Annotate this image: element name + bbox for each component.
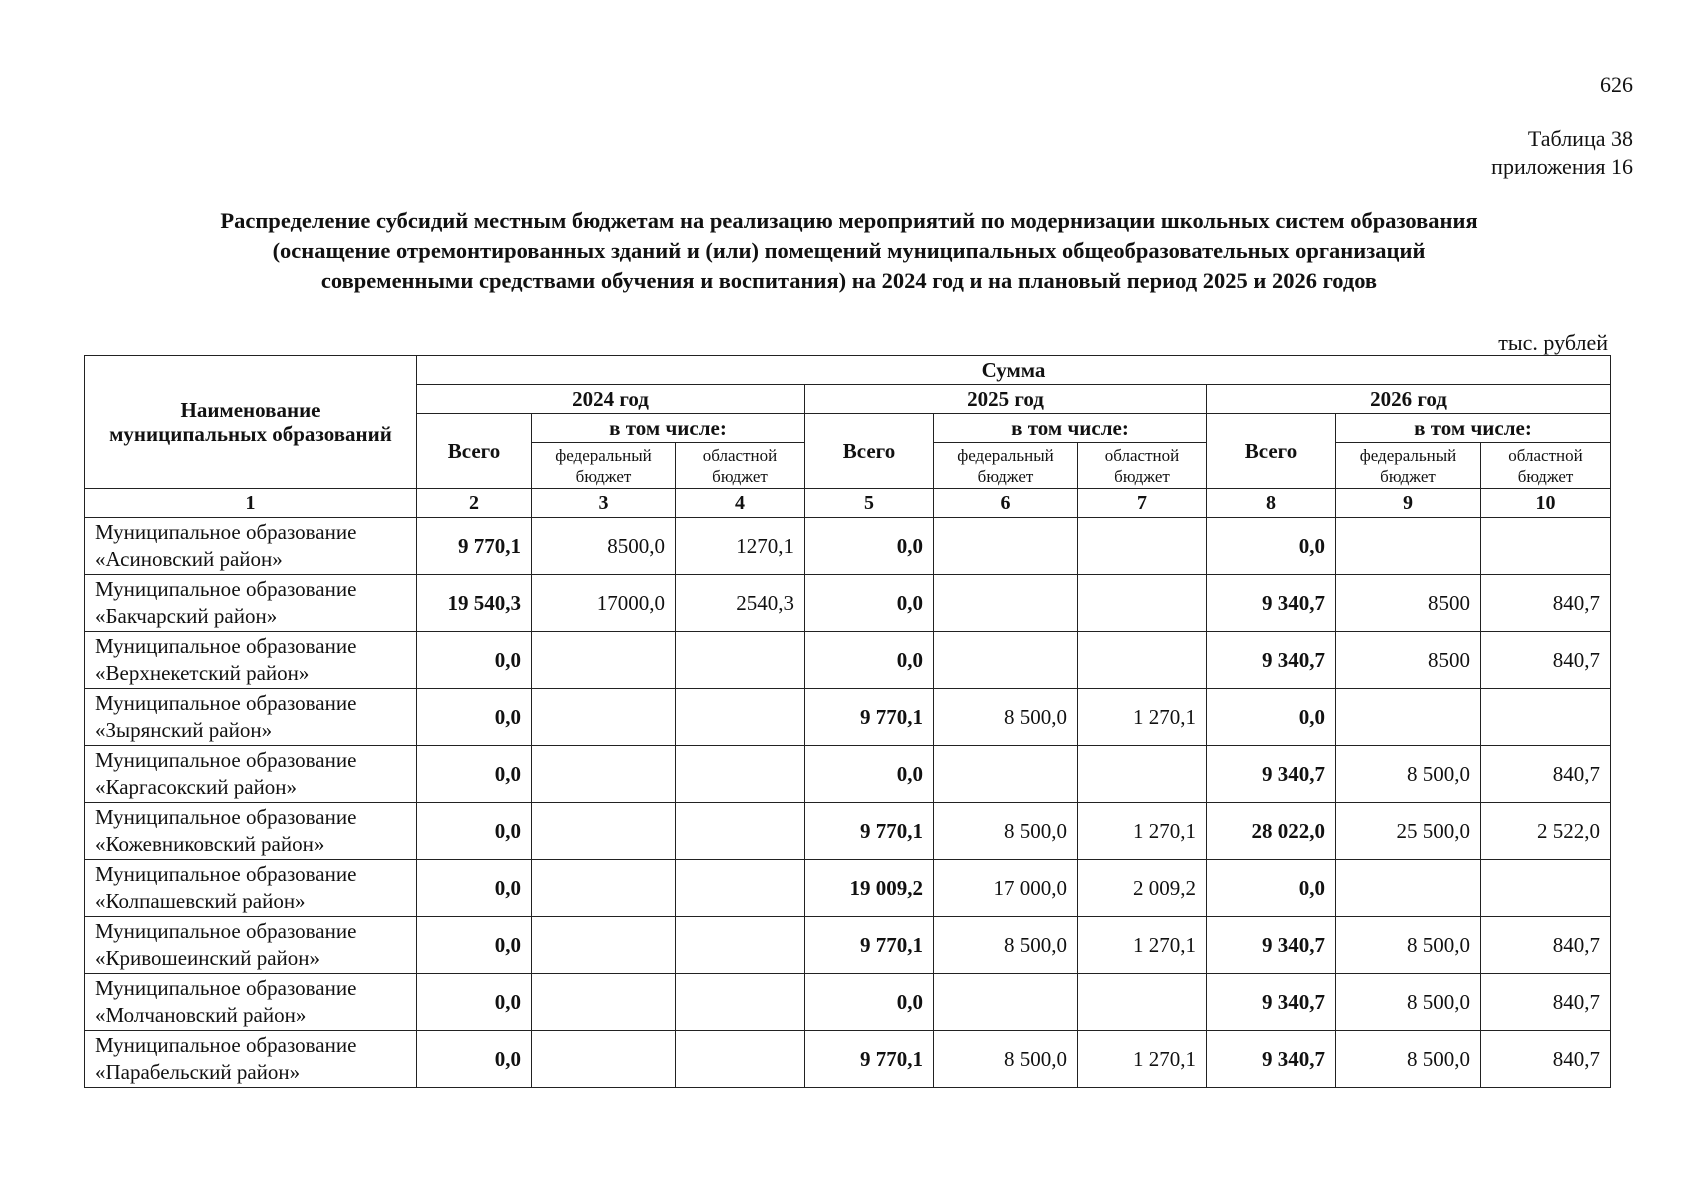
municipality-name-cell: [85, 746, 417, 803]
value-cell: [934, 974, 1078, 1031]
column-number: 2: [417, 489, 532, 518]
value-cell: [1481, 518, 1611, 575]
title-line-1: Распределение субсидий местным бюджетам на реализацию мероприятий по модернизации школьных систем образования: [220, 208, 1478, 233]
municipality-name-line: Муниципальное образование: [95, 1033, 357, 1057]
header-sum: Сумма: [417, 356, 1611, 385]
value-cell: 8500,0: [532, 518, 676, 575]
total-value-cell: 0,0: [805, 974, 934, 1031]
municipality-name-cell: [85, 518, 417, 575]
value-cell: 1 270,1: [1078, 689, 1207, 746]
header-federal-2025: федеральный бюджет: [934, 443, 1078, 489]
document-title: [0, 206, 1698, 296]
table-row: [85, 1031, 1611, 1088]
total-value-cell: 19 540,3: [417, 575, 532, 632]
value-cell: [1336, 860, 1481, 917]
title-line-3: современными средствами обучения и воспитания) на 2024 год и на плановый период 2025 и 2026 годов: [320, 268, 1378, 293]
column-number: 6: [934, 489, 1078, 518]
total-value-cell: 0,0: [417, 689, 532, 746]
municipality-name-line: «Кривошеинский район»: [95, 946, 321, 970]
value-cell: [532, 689, 676, 746]
municipality-name-line: Муниципальное образование: [95, 520, 357, 544]
municipality-name-cell: [85, 803, 417, 860]
value-cell: 1 270,1: [1078, 917, 1207, 974]
municipality-name-cell: [85, 974, 417, 1031]
total-value-cell: 0,0: [805, 746, 934, 803]
subsidy-table: [84, 355, 1611, 1088]
table-header: [85, 356, 1611, 518]
municipality-name-cell: [85, 689, 417, 746]
municipality-name-line: Муниципальное образование: [95, 577, 357, 601]
value-cell: [676, 632, 805, 689]
total-value-cell: 0,0: [1207, 518, 1336, 575]
table-row: [85, 746, 1611, 803]
value-cell: 1270,1: [676, 518, 805, 575]
value-cell: 840,7: [1481, 632, 1611, 689]
municipality-name-cell: [85, 632, 417, 689]
table-row: [85, 803, 1611, 860]
value-cell: [676, 917, 805, 974]
value-cell: [532, 917, 676, 974]
total-value-cell: 9 770,1: [417, 518, 532, 575]
municipality-name-line: «Молчановский район»: [95, 1003, 307, 1027]
total-value-cell: 0,0: [417, 860, 532, 917]
total-value-cell: 0,0: [417, 1031, 532, 1088]
appendix-number: приложения 16: [1491, 154, 1633, 179]
header-federal-2026: федеральный бюджет: [1336, 443, 1481, 489]
municipality-name-line: «Зырянский район»: [95, 718, 273, 742]
total-value-cell: 9 770,1: [805, 689, 934, 746]
column-number: 4: [676, 489, 805, 518]
value-cell: 8 500,0: [1336, 974, 1481, 1031]
header-regional-2024: областной бюджет: [676, 443, 805, 489]
municipality-name-line: Муниципальное образование: [95, 805, 357, 829]
header-name-column: Наименование муниципальных образований: [85, 356, 417, 489]
municipality-name-line: Муниципальное образование: [95, 862, 357, 886]
title-line-2: (оснащение отремонтированных зданий и (или) помещений муниципальных общеобразовательных организаций: [272, 238, 1426, 263]
header-total-2026: Всего: [1207, 414, 1336, 489]
value-cell: 8 500,0: [1336, 917, 1481, 974]
total-value-cell: 9 340,7: [1207, 746, 1336, 803]
municipality-name-line: «Асиновский район»: [95, 547, 283, 571]
value-cell: [1078, 518, 1207, 575]
total-value-cell: 9 770,1: [805, 917, 934, 974]
table-row: [85, 917, 1611, 974]
column-number: 3: [532, 489, 676, 518]
value-cell: [1078, 746, 1207, 803]
column-number: 7: [1078, 489, 1207, 518]
table-row: [85, 575, 1611, 632]
total-value-cell: 0,0: [417, 974, 532, 1031]
value-cell: 8 500,0: [934, 803, 1078, 860]
value-cell: [1078, 974, 1207, 1031]
column-number: 1: [85, 489, 417, 518]
value-cell: [676, 974, 805, 1031]
column-number: 8: [1207, 489, 1336, 518]
units-label: тыс. рублей: [1498, 330, 1608, 355]
value-cell: 8 500,0: [934, 689, 1078, 746]
header-year-2025: 2025 год: [805, 385, 1207, 414]
value-cell: [532, 974, 676, 1031]
value-cell: 17 000,0: [934, 860, 1078, 917]
header-including-2026: в том числе:: [1336, 414, 1611, 443]
value-cell: [532, 1031, 676, 1088]
header-year-2024: 2024 год: [417, 385, 805, 414]
value-cell: 2 522,0: [1481, 803, 1611, 860]
value-cell: 8 500,0: [1336, 746, 1481, 803]
header-regional-2026: областной бюджет: [1481, 443, 1611, 489]
value-cell: 840,7: [1481, 1031, 1611, 1088]
header-year-2026: 2026 год: [1207, 385, 1611, 414]
municipality-name-line: Муниципальное образование: [95, 919, 357, 943]
value-cell: 8 500,0: [934, 917, 1078, 974]
value-cell: [532, 860, 676, 917]
table-row: [85, 689, 1611, 746]
total-value-cell: 0,0: [417, 746, 532, 803]
municipality-name-line: «Верхнекетский район»: [95, 661, 310, 685]
total-value-cell: 9 340,7: [1207, 917, 1336, 974]
header-regional-2025: областной бюджет: [1078, 443, 1207, 489]
value-cell: [1336, 518, 1481, 575]
value-cell: [676, 746, 805, 803]
table-reference: [1491, 125, 1633, 181]
value-cell: [934, 746, 1078, 803]
municipality-name-line: Муниципальное образование: [95, 634, 357, 658]
total-value-cell: 9 770,1: [805, 803, 934, 860]
value-cell: 840,7: [1481, 575, 1611, 632]
municipality-name-line: Муниципальное образование: [95, 748, 357, 772]
value-cell: 8 500,0: [1336, 1031, 1481, 1088]
total-value-cell: 0,0: [805, 575, 934, 632]
value-cell: [934, 575, 1078, 632]
value-cell: [532, 632, 676, 689]
value-cell: 2540,3: [676, 575, 805, 632]
value-cell: [676, 803, 805, 860]
table-body: [85, 518, 1611, 1088]
value-cell: [1336, 689, 1481, 746]
value-cell: [934, 518, 1078, 575]
total-value-cell: 9 770,1: [805, 1031, 934, 1088]
table-row: [85, 860, 1611, 917]
table-row: [85, 518, 1611, 575]
column-number: 10: [1481, 489, 1611, 518]
column-number: 5: [805, 489, 934, 518]
column-numbers-row: [85, 489, 1611, 518]
total-value-cell: 0,0: [417, 632, 532, 689]
total-value-cell: 28 022,0: [1207, 803, 1336, 860]
header-including-2025: в том числе:: [934, 414, 1207, 443]
total-value-cell: 0,0: [805, 518, 934, 575]
page-number: 626: [1600, 72, 1633, 97]
municipality-name-line: Муниципальное образование: [95, 691, 357, 715]
value-cell: [1481, 860, 1611, 917]
total-value-cell: 0,0: [417, 803, 532, 860]
municipality-name-line: «Колпашевский район»: [95, 889, 306, 913]
value-cell: [1078, 575, 1207, 632]
value-cell: 8500: [1336, 632, 1481, 689]
value-cell: 840,7: [1481, 974, 1611, 1031]
total-value-cell: 9 340,7: [1207, 1031, 1336, 1088]
municipality-name-cell: [85, 860, 417, 917]
municipality-name-cell: [85, 575, 417, 632]
value-cell: [676, 689, 805, 746]
column-number: 9: [1336, 489, 1481, 518]
municipality-name-line: «Кожевниковский район»: [95, 832, 325, 856]
value-cell: 8500: [1336, 575, 1481, 632]
municipality-name-cell: [85, 1031, 417, 1088]
municipality-name-line: Муниципальное образование: [95, 976, 357, 1000]
value-cell: [676, 1031, 805, 1088]
total-value-cell: 9 340,7: [1207, 974, 1336, 1031]
municipality-name-cell: [85, 917, 417, 974]
municipality-name-line: «Бакчарский район»: [95, 604, 278, 628]
total-value-cell: 0,0: [417, 917, 532, 974]
municipality-name-line: «Каргасокский район»: [95, 775, 298, 799]
value-cell: [1078, 632, 1207, 689]
value-cell: 25 500,0: [1336, 803, 1481, 860]
municipality-name-line: «Парабельский район»: [95, 1060, 301, 1084]
table-row: [85, 632, 1611, 689]
table-row: [85, 974, 1611, 1031]
value-cell: 840,7: [1481, 746, 1611, 803]
total-value-cell: 19 009,2: [805, 860, 934, 917]
value-cell: [532, 803, 676, 860]
value-cell: 1 270,1: [1078, 1031, 1207, 1088]
total-value-cell: 9 340,7: [1207, 632, 1336, 689]
value-cell: [1481, 689, 1611, 746]
header-total-2025: Всего: [805, 414, 934, 489]
total-value-cell: 0,0: [805, 632, 934, 689]
value-cell: [934, 632, 1078, 689]
value-cell: 17000,0: [532, 575, 676, 632]
value-cell: [532, 746, 676, 803]
header-federal-2024: федеральный бюджет: [532, 443, 676, 489]
value-cell: 2 009,2: [1078, 860, 1207, 917]
total-value-cell: 0,0: [1207, 860, 1336, 917]
total-value-cell: 9 340,7: [1207, 575, 1336, 632]
value-cell: 1 270,1: [1078, 803, 1207, 860]
header-including-2024: в том числе:: [532, 414, 805, 443]
value-cell: 8 500,0: [934, 1031, 1078, 1088]
total-value-cell: 0,0: [1207, 689, 1336, 746]
value-cell: [676, 860, 805, 917]
table-number: Таблица 38: [1527, 126, 1633, 151]
value-cell: 840,7: [1481, 917, 1611, 974]
header-total-2024: Всего: [417, 414, 532, 489]
